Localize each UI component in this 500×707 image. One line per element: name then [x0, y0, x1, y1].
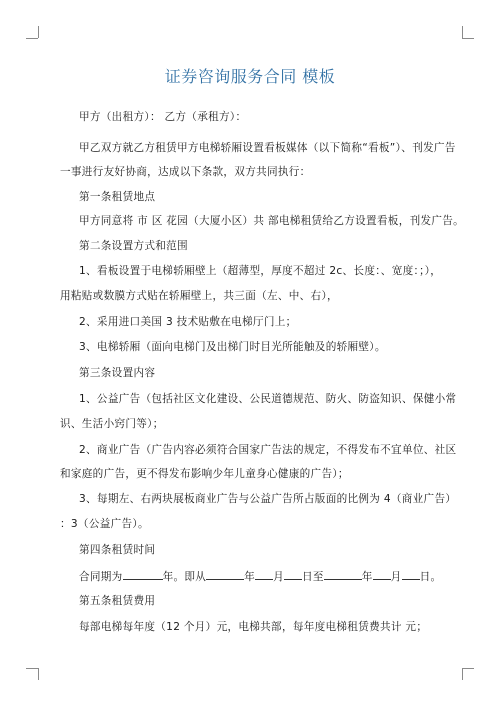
document-title: 证券咨询服务合同 模板	[164, 67, 336, 86]
article-2-item-1-line-1: 1、看板设置于电梯轿厢壁上（超薄型，厚度不超过 2c、长度：、宽度：；），	[79, 265, 442, 277]
start-month-label: 月	[273, 571, 284, 583]
article-4-heading: 第四条租赁时间	[79, 544, 156, 556]
start-year-blank	[206, 569, 244, 580]
intro-paragraph-line-2: 一事进行友好协商，达成以下条款，双方共同执行：	[60, 166, 311, 178]
article-2-item-3: 3、电梯轿厢（面向电梯门及出梯门时目光所能触及的轿厢壁）。	[79, 341, 386, 353]
end-month-blank	[373, 569, 391, 580]
end-month-label: 月	[390, 571, 402, 583]
parties-line: 甲方（出租方）： 乙方（承租方）：	[79, 111, 247, 123]
article-3-item-2-line-1: 2、商业广告（广告内容必须符合国家广告法的规定，不得发布不宜单位、社区	[79, 444, 457, 456]
article-1-heading: 第一条租赁地点	[79, 191, 156, 203]
start-month-blank	[255, 569, 273, 580]
end-year-label: 年	[361, 571, 373, 583]
article-1-text: 甲方同意将 市 区 花园（大厦小区）共 部电梯租赁给乙方设置看板，刊发广告。	[79, 215, 465, 227]
start-year-label: 年	[244, 571, 256, 583]
start-day-label: 日至	[301, 571, 324, 583]
article-3-heading: 第三条设置内容	[79, 367, 156, 379]
end-year-blank	[324, 569, 362, 580]
article-5-heading: 第五条租赁费用	[79, 595, 156, 607]
term-years-blank	[123, 569, 163, 580]
term-label: 合同期为	[79, 571, 123, 583]
article-3-item-3-line-1: 3、每期左、右两块展板商业广告与公益广告所占版面的比例为 4（商业广告）	[79, 493, 457, 505]
article-3-item-2-line-2: 和家庭的广告，更不得发布影响少年儿童身心健康的广告）；	[60, 468, 349, 480]
article-2-item-1-line-2: 用粘贴或数膜方式贴在轿厢壁上，共三面（左、中、右），	[60, 290, 338, 302]
term-from-label: 年。即从	[162, 571, 207, 583]
article-2-item-2: 2、采用进口美国 3 技术贴敷在电梯厅门上；	[79, 316, 297, 328]
article-5-text: 每部电梯每年度（12 个月）元，电梯共部，每年度电梯租赁费共计 元；	[79, 621, 428, 633]
article-3-item-1-line-2: 识、生活小窍门等）；	[60, 418, 164, 430]
article-2-heading: 第二条设置方式和范围	[79, 240, 188, 252]
article-3-item-3-line-2: ：3（公益广告）。	[60, 518, 149, 530]
start-day-blank	[284, 569, 302, 580]
end-day-label: 日。	[419, 571, 442, 583]
end-day-blank	[402, 569, 420, 580]
intro-paragraph-line-1: 甲乙双方就乙方租赁甲方电梯轿厢设置看板媒体（以下简称“看板”）、刊发广告	[79, 142, 456, 154]
article-4-term-line	[79, 569, 450, 584]
article-3-item-1-line-1: 1、公益广告（包括社区文化建设、公民道德规范、防火、防盗知识、保健小常	[79, 393, 457, 405]
